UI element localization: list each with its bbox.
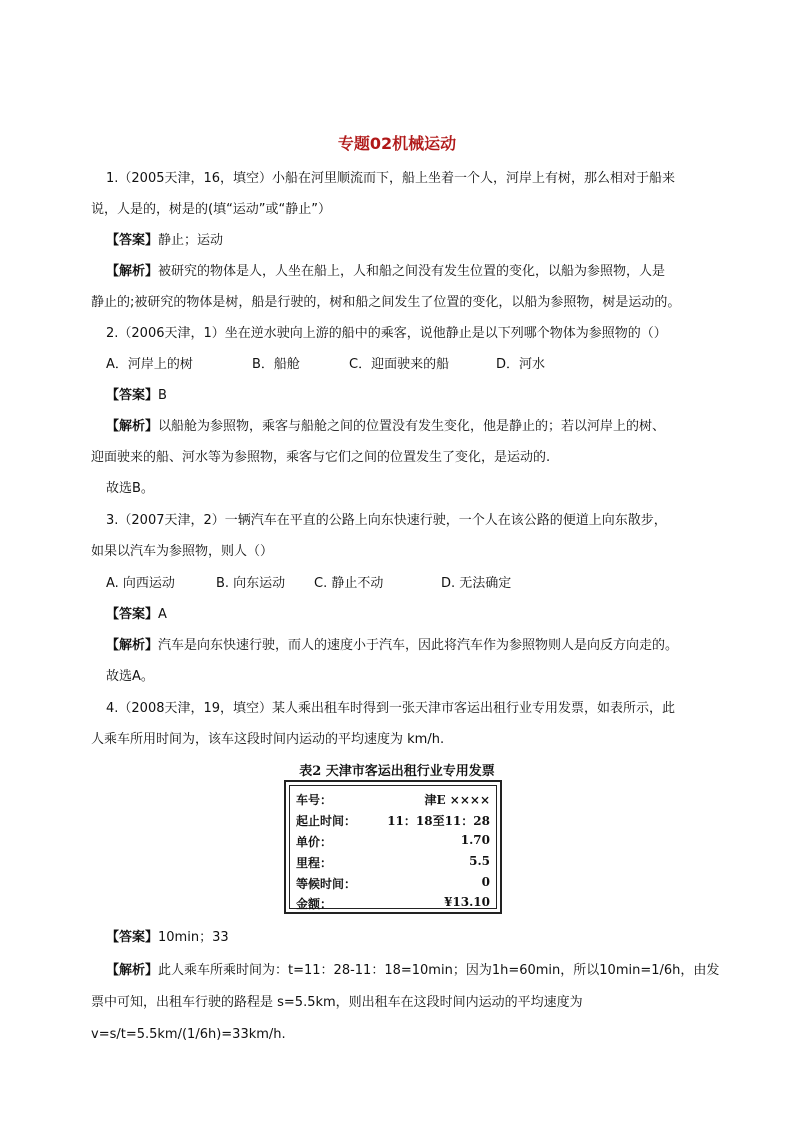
receipt-row [296, 852, 490, 872]
q2-option-a: A．河岸上的树 [106, 357, 193, 372]
taxi-receipt-table [284, 780, 502, 914]
q4-stem-line2: 人乘车所用时间为，该车这段时间内运动的平均速度为 km/h. [91, 732, 445, 747]
answer-text: A [158, 607, 167, 622]
receipt-value: 津E ×××× [424, 793, 490, 807]
analysis-tag: 【解析】 [106, 963, 159, 978]
receipt-row [296, 810, 490, 830]
receipt-label: 车号： [296, 793, 333, 807]
receipt-value: 5.5 [469, 854, 490, 868]
answer-tag: 【答案】 [106, 388, 159, 403]
receipt-caption: 表2 天津市客运出租行业专用发票 [299, 764, 495, 779]
receipt-row [296, 831, 490, 851]
analysis-text: 此人乘车所乘时间为：t=11：28-11：18=10min；因为1h=60min，所以10min=1/6h，由发 [158, 963, 720, 978]
q2-stem-line1: 2.（2006天津，1）坐在逆水驶向上游的船中的乘客，说他静止是以下列哪个物体为参照物的（） [106, 326, 667, 341]
q2-options [106, 356, 545, 374]
answer-text: B [158, 388, 167, 403]
q3-option-c: C. 静止不动 [314, 576, 384, 591]
receipt-row [296, 893, 490, 913]
q3-option-b: B. 向东运动 [216, 576, 286, 591]
analysis-tag: 【解析】 [106, 638, 159, 653]
analysis-text: 以船舱为参照物，乘客与船舱之间的位置没有发生变化，他是静止的；若以河岸上的树、 [158, 419, 666, 434]
q3-stem-line2: 如果以汽车为参照物，则人（） [91, 544, 274, 559]
receipt-value: ¥13.10 [444, 895, 490, 909]
receipt-label: 金额： [296, 897, 333, 911]
q3-options [106, 575, 511, 593]
q4-analysis-line3: v=s/t=5.5km/(1/6h)=33km/h. [91, 1027, 286, 1042]
receipt-value: 1.70 [460, 833, 490, 847]
receipt-inner-border [289, 785, 497, 909]
q1-answer [106, 232, 223, 250]
receipt-label: 里程： [296, 856, 333, 870]
q2-conclusion: 故选B。 [106, 481, 154, 496]
q2-option-d: D．河水 [496, 357, 546, 372]
receipt-label: 起止时间： [296, 814, 357, 828]
q4-stem-line1: 4.（2008天津，19，填空）某人乘出租车时得到一张天津市客运出租行业专用发票，如表所示，此 [106, 701, 676, 716]
q4-analysis-line1 [106, 962, 719, 980]
receipt-row [296, 873, 490, 893]
answer-tag: 【答案】 [106, 607, 159, 622]
receipt-value: 0 [481, 875, 490, 889]
receipt-row [296, 789, 490, 809]
answer-tag: 【答案】 [106, 930, 159, 945]
q3-option-d: D. 无法确定 [441, 576, 512, 591]
answer-tag: 【答案】 [106, 233, 159, 248]
analysis-text: 汽车是向东快速行驶，而人的速度小于汽车，因此将汽车作为参照物则人是向反方向走的。 [158, 638, 679, 653]
receipt-label: 等候时间： [296, 877, 357, 891]
q3-stem-line1: 3.（2007天津，2）一辆汽车在平直的公路上向东快速行驶，一个人在该公路的便道上向东散步， [106, 513, 667, 528]
q1-stem-line2: 说，人是的，树是的(填“运动”或“静止”） [91, 202, 332, 217]
answer-text: 静止；运动 [158, 233, 224, 248]
analysis-tag: 【解析】 [106, 419, 159, 434]
q2-option-c: C．迎面驶来的船 [349, 357, 450, 372]
analysis-tag: 【解析】 [106, 264, 159, 279]
receipt-value: 11：18至11：28 [387, 814, 490, 828]
analysis-text: 被研究的物体是人，人坐在船上，人和船之间没有发生位置的变化，以船为参照物，人是 [158, 264, 666, 279]
q2-analysis-line2: 迎面驶来的船、河水等为参照物，乘客与它们之间的位置发生了变化，是运动的. [91, 450, 551, 465]
receipt-label: 单价： [296, 835, 333, 849]
q4-analysis-line2: 票中可知，出租车行驶的路程是 s=5.5km，则出租车在这段时间内运动的平均速度为 [91, 995, 583, 1010]
q2-analysis-line1 [106, 418, 665, 436]
q1-analysis-line2: 静止的;被研究的物体是树，船是行驶的，树和船之间发生了位置的变化，以船为参照物，树是运动的。 [91, 295, 681, 310]
q3-conclusion: 故选A。 [106, 669, 154, 684]
q3-option-a: A. 向西运动 [106, 576, 175, 591]
q3-answer [106, 606, 167, 624]
answer-text: 10min；33 [158, 930, 229, 945]
q4-answer [106, 929, 229, 947]
q2-answer [106, 387, 167, 405]
q3-analysis-line1 [106, 637, 678, 655]
q1-analysis-line1 [106, 263, 665, 281]
page-title: 专题02机械运动 [337, 134, 457, 153]
q1-stem-line1: 1.（2005天津，16，填空）小船在河里顺流而下，船上坐着一个人，河岸上有树，那么相对于船来 [106, 171, 676, 186]
q2-option-b: B．船舱 [252, 357, 300, 372]
